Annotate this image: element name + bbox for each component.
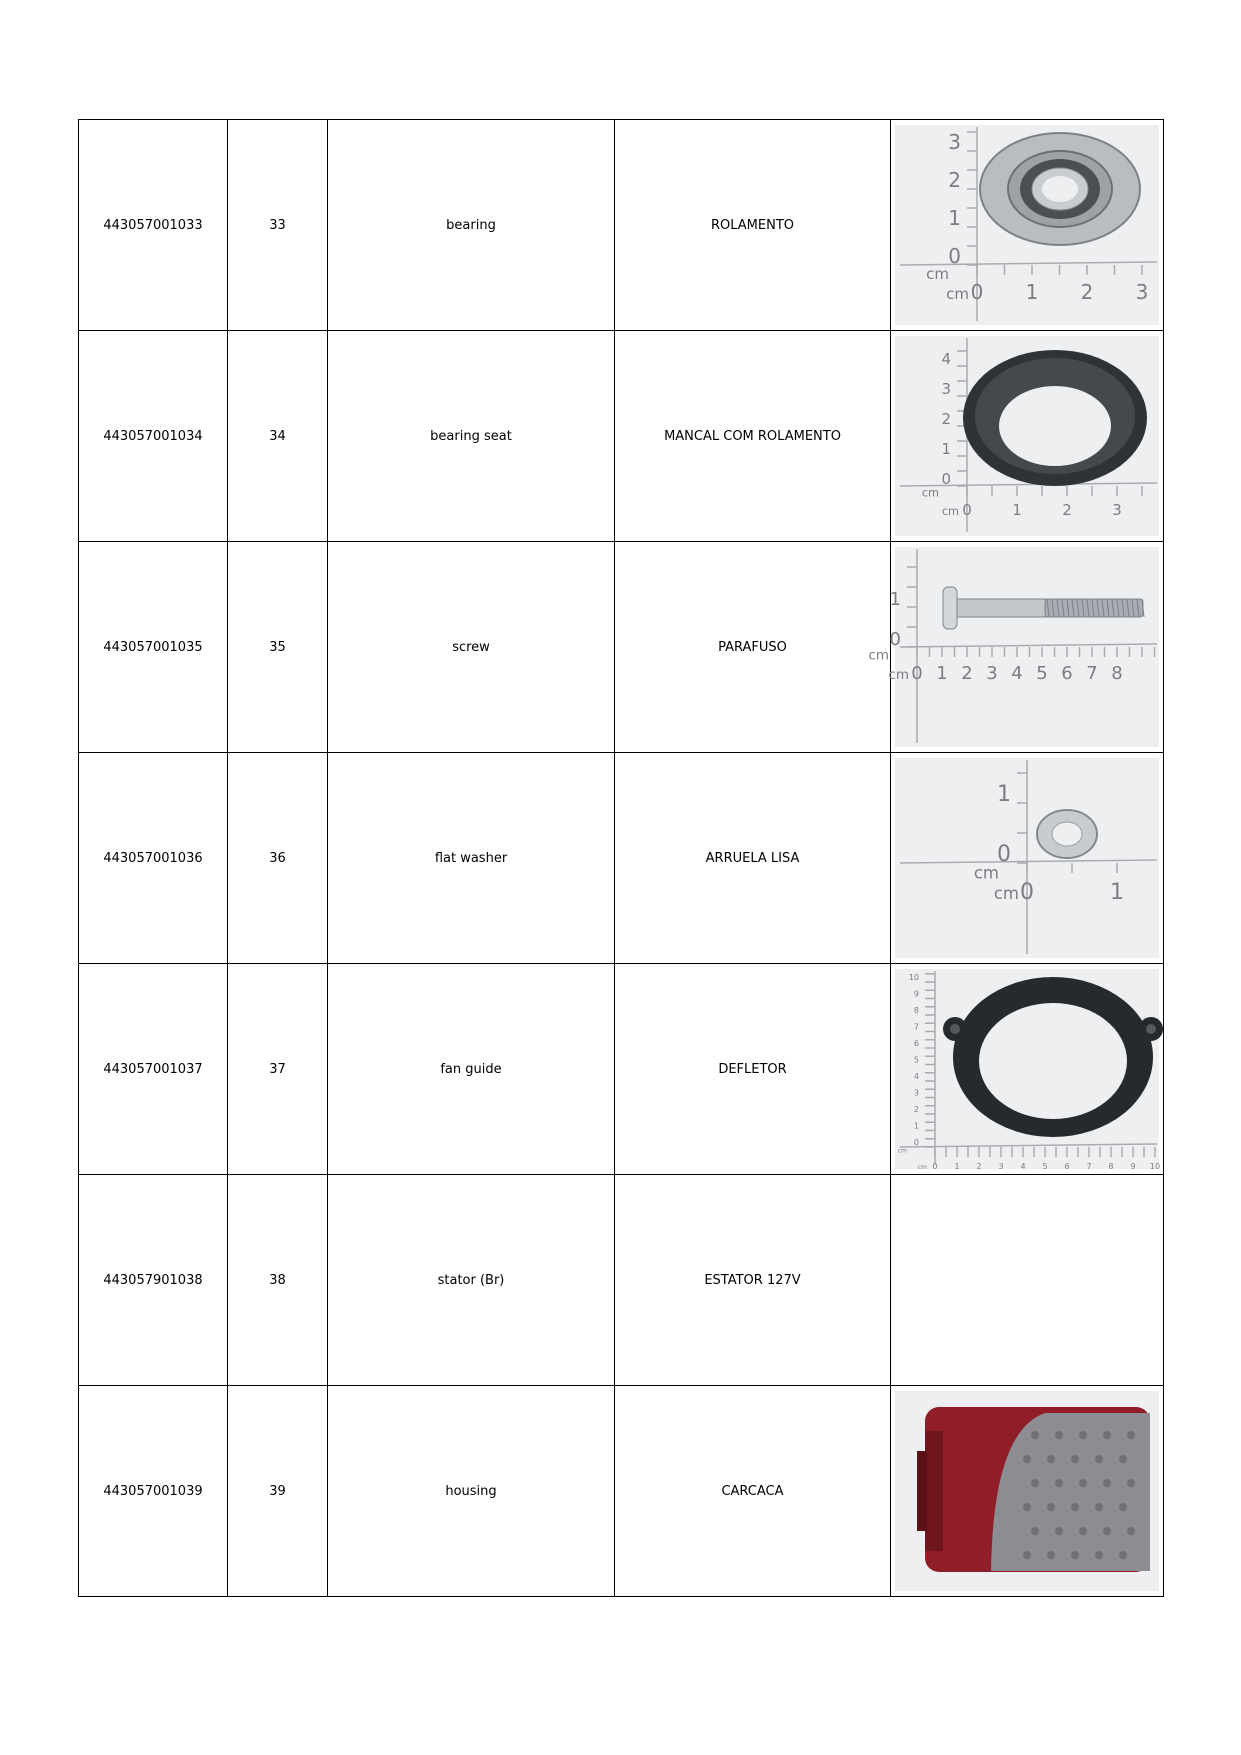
- table-row: [79, 331, 1164, 542]
- ruler-unit-label: cm: [868, 647, 889, 664]
- description-en-cell: bearing seat: [328, 331, 615, 542]
- ruler-x-tick-label: 8: [1108, 1162, 1114, 1171]
- ruler-y-tick-label: 3: [948, 130, 961, 154]
- ruler-y-tick-label: 9: [913, 989, 919, 999]
- description-en-cell: flat washer: [328, 753, 615, 964]
- ruler-y-tick-label: 0: [913, 1138, 919, 1147]
- ruler-y-tick-label: 1: [889, 589, 901, 610]
- description-pt-cell: CARCACA: [615, 1386, 891, 1597]
- table-row: [79, 1386, 1164, 1597]
- ruler-x-tick-label: 4: [1020, 1162, 1026, 1171]
- ruler-x-tick-label: 2: [1062, 501, 1072, 519]
- table-row: [79, 964, 1164, 1175]
- ruler-x-tick-label: 0: [962, 501, 972, 519]
- table-row: [79, 753, 1164, 964]
- description-pt-cell: PARAFUSO: [615, 542, 891, 753]
- position-cell: 36: [228, 753, 328, 964]
- ruler-x-tick-label: 1: [936, 663, 948, 684]
- ruler-unit-label: cm: [941, 505, 959, 518]
- position-cell: 35: [228, 542, 328, 753]
- part-number-cell: 443057901038: [79, 1175, 228, 1386]
- part-photo: [895, 125, 1159, 325]
- bearing-icon: [980, 133, 1140, 245]
- ruler-x-tick-label: 0: [970, 280, 984, 304]
- ruler-y-tick-label: 6: [913, 1039, 919, 1048]
- ruler-x-tick-label: 2: [961, 663, 973, 684]
- position-cell: 37: [228, 964, 328, 1175]
- position-cell: 38: [228, 1175, 328, 1386]
- ruler-x-tick-label: 3: [986, 663, 998, 684]
- part-photo: [868, 547, 1159, 747]
- ruler-x-tick-label: 3: [998, 1162, 1004, 1171]
- part-photo: [895, 758, 1159, 958]
- ruler-y-tick-label: 2: [948, 168, 961, 192]
- position-cell: 34: [228, 331, 328, 542]
- ruler-unit-label: cm: [888, 667, 909, 683]
- ruler-y-tick-label: 0: [997, 842, 1011, 867]
- ruler-x-tick-label: 7: [1086, 1162, 1092, 1171]
- ruler-x-tick-label: 6: [1061, 663, 1073, 684]
- ruler-x-tick-label: 1: [954, 1162, 960, 1171]
- table-row: [79, 120, 1164, 331]
- ruler-y-tick-label: 1: [948, 206, 961, 230]
- ruler-x-tick-label: 4: [1011, 663, 1023, 684]
- part-image-cell: [891, 120, 1164, 331]
- ruler-y-tick-label: 4: [913, 1072, 919, 1081]
- ruler-x-tick-label: 5: [1036, 663, 1048, 684]
- description-pt-cell: DEFLETOR: [615, 964, 891, 1175]
- ruler-x-tick-label: 1: [1025, 280, 1039, 304]
- ruler-y-tick-label: 5: [913, 1055, 919, 1065]
- ruler-unit-label: cm: [921, 486, 939, 500]
- part-photo: [895, 1391, 1159, 1591]
- description-en-cell: bearing: [328, 120, 615, 331]
- description-en-cell: stator (Br): [328, 1175, 615, 1386]
- washer-icon: [1037, 810, 1097, 858]
- ruler-x-tick-label: 3: [1112, 501, 1122, 519]
- description-en-cell: housing: [328, 1386, 615, 1597]
- part-photo: [895, 969, 1159, 1169]
- table-row: [79, 1175, 1164, 1386]
- parts-table: [78, 119, 1164, 1597]
- ruler-x-tick-label: 2: [976, 1162, 982, 1171]
- ruler-x-tick-label: 3: [1135, 280, 1149, 304]
- ruler-unit-label: cm: [926, 265, 949, 283]
- parts-body: [79, 120, 1164, 1597]
- ruler-x-tick-label: 1: [1110, 880, 1124, 905]
- ruler-x-tick-label: 7: [1086, 663, 1098, 684]
- ruler-y-tick-label: 1: [913, 1121, 919, 1131]
- ruler-y-tick-label: 8: [913, 1006, 919, 1015]
- ruler-y-tick-label: 2: [941, 410, 951, 428]
- ruler-y-tick-label: 4: [941, 350, 951, 368]
- part-photo: [895, 336, 1159, 536]
- ruler-x-tick-label: 0: [932, 1162, 938, 1171]
- ruler: [868, 549, 1157, 743]
- part-number-cell: 443057001036: [79, 753, 228, 964]
- ruler-y-tick-label: 1: [997, 782, 1011, 807]
- ruler-y-tick-label: 10: [908, 973, 919, 982]
- part-number-cell: 443057001035: [79, 542, 228, 753]
- ruler-unit-label: cm: [993, 884, 1019, 903]
- ruler-unit-label: cm: [973, 863, 999, 883]
- bearing-seat-icon: [963, 350, 1147, 486]
- position-cell: 39: [228, 1386, 328, 1597]
- ruler-y-tick-label: 2: [913, 1105, 919, 1114]
- part-number-cell: 443057001034: [79, 331, 228, 542]
- ruler-y-tick-label: 1: [941, 440, 951, 458]
- part-number-cell: 443057001039: [79, 1386, 228, 1597]
- part-number-cell: 443057001033: [79, 120, 228, 331]
- ruler-y-tick-label: 0: [941, 470, 951, 488]
- description-pt-cell: MANCAL COM ROLAMENTO: [615, 331, 891, 542]
- ruler-y-tick-label: 3: [913, 1088, 919, 1098]
- ruler-y-tick-label: 7: [913, 1022, 919, 1032]
- ruler-x-tick-label: 9: [1130, 1162, 1136, 1171]
- description-pt-cell: ROLAMENTO: [615, 120, 891, 331]
- part-image-cell: [891, 964, 1164, 1175]
- ruler-unit-label: cm: [946, 285, 969, 303]
- ruler-x-tick-label: 6: [1064, 1162, 1070, 1171]
- ruler-x-tick-label: 10: [1149, 1162, 1161, 1171]
- ruler-y-tick-label: 0: [948, 244, 961, 268]
- ruler-x-tick-label: 8: [1111, 663, 1123, 684]
- position-cell: 33: [228, 120, 328, 331]
- table-row: [79, 542, 1164, 753]
- ruler: [900, 760, 1157, 954]
- part-image-cell: [891, 1386, 1164, 1597]
- description-pt-cell: ESTATOR 127V: [615, 1175, 891, 1386]
- housing-icon: [917, 1407, 1150, 1572]
- screw-icon: [943, 587, 1144, 629]
- part-number-cell: 443057001037: [79, 964, 228, 1175]
- ruler-unit-label: cm: [897, 1147, 907, 1155]
- ruler-y-tick-label: 3: [941, 380, 951, 398]
- description-pt-cell: ARRUELA LISA: [615, 753, 891, 964]
- ruler-x-tick-label: 2: [1080, 280, 1094, 304]
- ruler-y-tick-label: 0: [889, 629, 901, 650]
- part-image-cell: [891, 753, 1164, 964]
- ruler-x-tick-label: 1: [1012, 501, 1022, 519]
- description-en-cell: fan guide: [328, 964, 615, 1175]
- part-image-cell: [868, 542, 1164, 753]
- fan-guide-icon: [943, 977, 1163, 1137]
- ruler-unit-label: cm: [917, 1164, 927, 1171]
- part-image-cell: [891, 331, 1164, 542]
- ruler-x-tick-label: 0: [1020, 880, 1034, 905]
- ruler-x-tick-label: 5: [1042, 1162, 1048, 1171]
- description-en-cell: screw: [328, 542, 615, 753]
- part-image-cell: [891, 1175, 1164, 1386]
- ruler-x-tick-label: 0: [911, 663, 923, 684]
